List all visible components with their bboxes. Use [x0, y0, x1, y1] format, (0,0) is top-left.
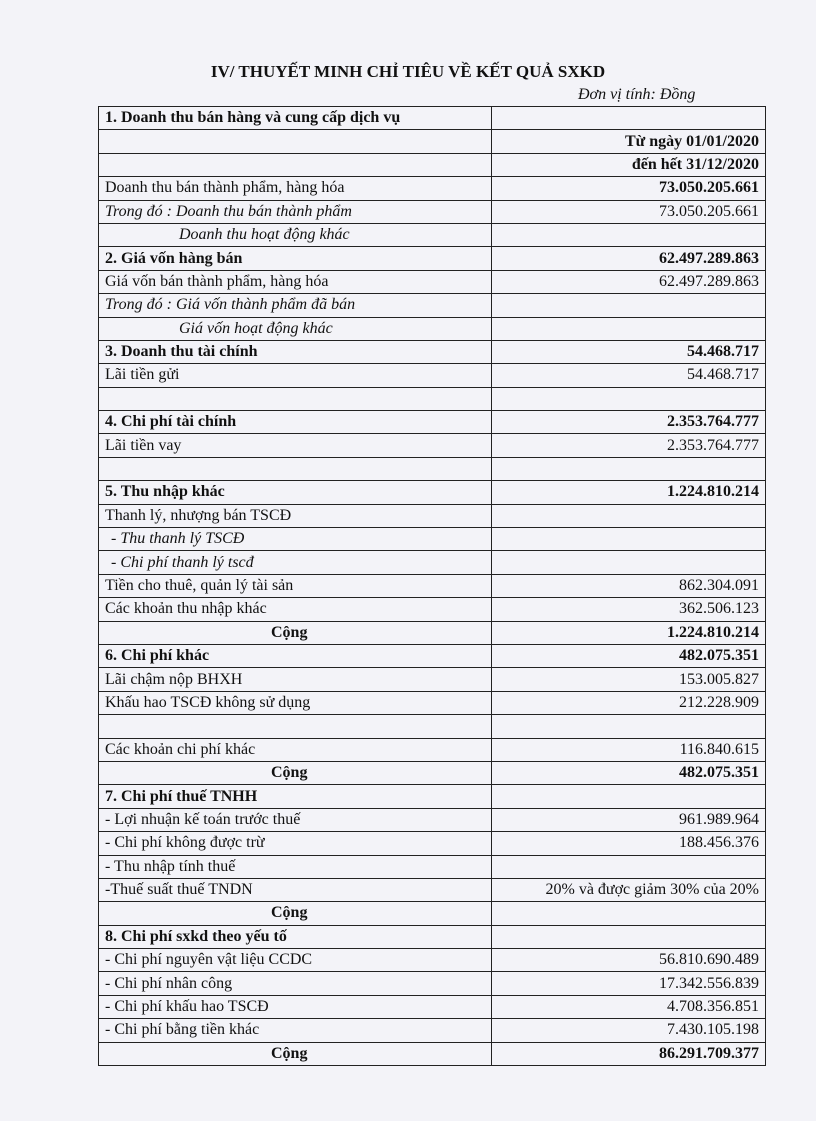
- row-label: 8. Chi phí sxkd theo yếu tố: [99, 925, 492, 948]
- row-label: Cộng: [99, 1042, 492, 1065]
- row-label: - Thu thanh lý TSCĐ: [99, 528, 492, 551]
- table-row: [99, 949, 766, 972]
- table-row: [99, 691, 766, 714]
- table-row: [99, 1019, 766, 1042]
- row-value: 20% và được giảm 30% của 20%: [492, 878, 766, 901]
- row-label: 7. Chi phí thuế TNHH: [99, 785, 492, 808]
- row-label: - Chi phí bằng tiền khác: [99, 1019, 492, 1042]
- row-value: [492, 107, 766, 130]
- row-value: [492, 528, 766, 551]
- row-value: 86.291.709.377: [492, 1042, 766, 1065]
- row-value: 1.224.810.214: [492, 621, 766, 644]
- row-value: [492, 855, 766, 878]
- row-value: 1.224.810.214: [492, 481, 766, 504]
- row-label: Doanh thu hoạt động khác: [99, 223, 492, 246]
- row-value: 62.497.289.863: [492, 247, 766, 270]
- row-label: Lãi chậm nộp BHXH: [99, 668, 492, 691]
- row-value: [492, 387, 766, 410]
- row-label: - Chi phí nhân công: [99, 972, 492, 995]
- table-row: [99, 317, 766, 340]
- row-value: 482.075.351: [492, 644, 766, 667]
- row-label: - Lợi nhuận kế toán trước thuế: [99, 808, 492, 831]
- row-value: đến hết 31/12/2020: [492, 153, 766, 176]
- row-value: 153.005.827: [492, 668, 766, 691]
- row-label: [99, 457, 492, 480]
- row-label: Doanh thu bán thành phẩm, hàng hóa: [99, 177, 492, 200]
- row-value: 2.353.764.777: [492, 434, 766, 457]
- row-value: 54.468.717: [492, 340, 766, 363]
- row-label: Cộng: [99, 621, 492, 644]
- table-row: [99, 434, 766, 457]
- row-value: 4.708.356.851: [492, 995, 766, 1018]
- row-label: - Chi phí nguyên vật liệu CCDC: [99, 949, 492, 972]
- row-label: Khấu hao TSCĐ không sử dụng: [99, 691, 492, 714]
- results-table: [98, 106, 766, 1066]
- table-row: [99, 457, 766, 480]
- row-value: 362.506.123: [492, 598, 766, 621]
- row-label: Tiền cho thuê, quản lý tài sản: [99, 574, 492, 597]
- table-row: [99, 598, 766, 621]
- row-label: -Thuế suất thuế TNDN: [99, 878, 492, 901]
- row-value: [492, 223, 766, 246]
- row-value: [492, 925, 766, 948]
- row-label: Các khoản thu nhập khác: [99, 598, 492, 621]
- row-label: [99, 153, 492, 176]
- row-value: [492, 504, 766, 527]
- table-row: [99, 785, 766, 808]
- row-value: [492, 317, 766, 340]
- table-row: [99, 223, 766, 246]
- table-row: [99, 738, 766, 761]
- row-label: Giá vốn bán thành phẩm, hàng hóa: [99, 270, 492, 293]
- table-row: [99, 761, 766, 784]
- row-value: 2.353.764.777: [492, 411, 766, 434]
- table-row: [99, 107, 766, 130]
- table-row: [99, 1042, 766, 1065]
- currency-unit-note: Đơn vị tính: Đồng: [578, 86, 696, 103]
- table-row: [99, 855, 766, 878]
- table-row: [99, 972, 766, 995]
- table-row: [99, 153, 766, 176]
- row-label: 3. Doanh thu tài chính: [99, 340, 492, 363]
- row-label: 2. Giá vốn hàng bán: [99, 247, 492, 270]
- table-row: [99, 528, 766, 551]
- row-label: - Chi phí thanh lý tscđ: [99, 551, 492, 574]
- row-label: Cộng: [99, 902, 492, 925]
- row-label: Trong đó : Doanh thu bán thành phẩm: [99, 200, 492, 223]
- row-value: Từ ngày 01/01/2020: [492, 130, 766, 153]
- row-label: Thanh lý, nhượng bán TSCĐ: [99, 504, 492, 527]
- row-value: [492, 715, 766, 738]
- row-label: - Chi phí khấu hao TSCĐ: [99, 995, 492, 1018]
- row-value: 73.050.205.661: [492, 177, 766, 200]
- table-row: [99, 504, 766, 527]
- row-value: 862.304.091: [492, 574, 766, 597]
- table-row: [99, 294, 766, 317]
- row-label: [99, 130, 492, 153]
- row-label: Lãi tiền gửi: [99, 364, 492, 387]
- table-row: [99, 995, 766, 1018]
- table-row: [99, 925, 766, 948]
- table-row: [99, 340, 766, 363]
- row-value: [492, 294, 766, 317]
- table-row: [99, 247, 766, 270]
- row-label: Cộng: [99, 761, 492, 784]
- row-value: 54.468.717: [492, 364, 766, 387]
- row-value: [492, 457, 766, 480]
- row-value: 17.342.556.839: [492, 972, 766, 995]
- row-value: 116.840.615: [492, 738, 766, 761]
- document-title: IV/ THUYẾT MINH CHỈ TIÊU VỀ KẾT QUẢ SXKD: [210, 62, 606, 81]
- table-row: [99, 878, 766, 901]
- row-value: 482.075.351: [492, 761, 766, 784]
- row-label: 5. Thu nhập khác: [99, 481, 492, 504]
- row-value: [492, 551, 766, 574]
- row-label: Giá vốn hoạt động khác: [99, 317, 492, 340]
- table-row: [99, 364, 766, 387]
- row-value: 961.989.964: [492, 808, 766, 831]
- row-label: [99, 387, 492, 410]
- table-row: [99, 551, 766, 574]
- row-label: 4. Chi phí tài chính: [99, 411, 492, 434]
- row-label: - Thu nhập tính thuế: [99, 855, 492, 878]
- table-row: [99, 902, 766, 925]
- table-row: [99, 411, 766, 434]
- row-label: Trong đó : Giá vốn thành phẩm đã bán: [99, 294, 492, 317]
- row-label: - Chi phí không được trừ: [99, 832, 492, 855]
- table-row: [99, 481, 766, 504]
- row-value: 62.497.289.863: [492, 270, 766, 293]
- table-row: [99, 574, 766, 597]
- row-value: 56.810.690.489: [492, 949, 766, 972]
- table-row: [99, 270, 766, 293]
- row-value: 7.430.105.198: [492, 1019, 766, 1042]
- row-label: 6. Chi phí khác: [99, 644, 492, 667]
- row-label: Các khoản chi phí khác: [99, 738, 492, 761]
- table-row: [99, 130, 766, 153]
- row-value: [492, 785, 766, 808]
- row-value: 73.050.205.661: [492, 200, 766, 223]
- table-row: [99, 808, 766, 831]
- row-value: 188.456.376: [492, 832, 766, 855]
- table-row: [99, 200, 766, 223]
- row-value: [492, 902, 766, 925]
- table-row: [99, 832, 766, 855]
- row-label: 1. Doanh thu bán hàng và cung cấp dịch vụ: [99, 107, 492, 130]
- table-row: [99, 387, 766, 410]
- row-label: [99, 715, 492, 738]
- table-row: [99, 644, 766, 667]
- table-row: [99, 668, 766, 691]
- table-row: [99, 715, 766, 738]
- row-label: Lãi tiền vay: [99, 434, 492, 457]
- row-value: 212.228.909: [492, 691, 766, 714]
- table-row: [99, 621, 766, 644]
- table-row: [99, 177, 766, 200]
